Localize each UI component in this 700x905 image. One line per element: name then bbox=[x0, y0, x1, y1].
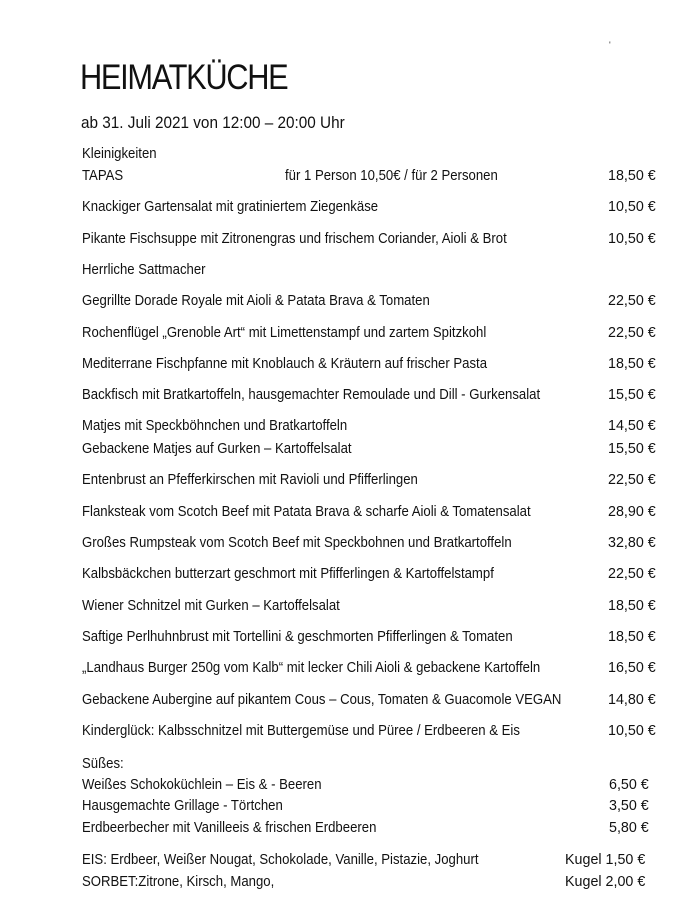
item-name: „Landhaus Burger 250g vom Kalb“ mit lecker Chili Aioli & gebackene Kartoffeln bbox=[82, 660, 541, 676]
item-name: Entenbrust an Pfefferkirschen mit Ravioli und Pfifferlingen bbox=[82, 472, 418, 488]
stray-mark: ' bbox=[609, 40, 611, 50]
item-price: 10,50 € bbox=[608, 723, 656, 739]
menu-item bbox=[82, 168, 662, 188]
item-price: 14,80 € bbox=[608, 692, 656, 708]
item-name: Matjes mit Speckböhnchen und Bratkartoffeln bbox=[82, 418, 348, 434]
item-price: 18,50 € bbox=[608, 598, 656, 614]
item-name: Gebackene Matjes auf Gurken – Kartoffelsalat bbox=[82, 441, 352, 457]
item-price: 16,50 € bbox=[608, 660, 656, 676]
item-name: Backfisch mit Bratkartoffeln, hausgemachter Remoulade und Dill - Gurkensalat bbox=[82, 387, 541, 403]
item-name: Flanksteak vom Scotch Beef mit Patata Brava & scharfe Aioli & Tomatensalat bbox=[82, 504, 531, 520]
item-name: Gegrillte Dorade Royale mit Aioli & Patata Brava & Tomaten bbox=[82, 293, 430, 309]
menu-item bbox=[82, 293, 662, 313]
item-name: Hausgemachte Grillage - Törtchen bbox=[82, 798, 283, 814]
item-price: 5,80 € bbox=[609, 820, 649, 836]
menu-item bbox=[82, 660, 662, 680]
menu-item bbox=[82, 418, 662, 438]
item-price: 18,50 € bbox=[608, 168, 656, 184]
item-price: 3,50 € bbox=[609, 798, 649, 814]
item-price: 22,50 € bbox=[608, 566, 656, 582]
item-name: Wiener Schnitzel mit Gurken – Kartoffelsalat bbox=[82, 598, 340, 614]
item-price: 18,50 € bbox=[608, 629, 656, 645]
item-name: SORBET:Zitrone, Kirsch, Mango, bbox=[82, 874, 275, 890]
item-price: 28,90 € bbox=[608, 504, 656, 520]
item-name: Pikante Fischsuppe mit Zitronengras und frischem Coriander, Aioli & Brot bbox=[82, 231, 507, 247]
item-price: 10,50 € bbox=[608, 199, 656, 215]
menu-item bbox=[82, 566, 662, 586]
menu-item bbox=[82, 629, 662, 649]
menu-item bbox=[82, 325, 662, 345]
item-name: Weißes Schokoküchlein – Eis & - Beeren bbox=[82, 777, 322, 793]
dessert-item bbox=[82, 820, 662, 840]
item-name: Saftige Perlhuhnbrust mit Tortellini & geschmorten Pfifferlingen & Tomaten bbox=[82, 629, 513, 645]
menu-item bbox=[82, 723, 662, 743]
item-price: 32,80 € bbox=[608, 535, 656, 551]
menu-item bbox=[82, 441, 662, 461]
item-name: TAPAS bbox=[82, 168, 124, 184]
menu-item bbox=[82, 231, 662, 251]
menu-item bbox=[82, 356, 662, 376]
item-price: 14,50 € bbox=[608, 418, 656, 434]
section-heading-kleinigkeiten: Kleinigkeiten bbox=[82, 146, 157, 162]
menu-item bbox=[82, 692, 662, 712]
item-price: 10,50 € bbox=[608, 231, 656, 247]
dessert-item bbox=[82, 777, 662, 797]
menu-item bbox=[82, 535, 662, 555]
menu-item bbox=[82, 472, 662, 492]
menu-title: HEIMATKÜCHE bbox=[80, 58, 288, 97]
item-name: Kalbsbäckchen butterzart geschmort mit Pfifferlingen & Kartoffelstampf bbox=[82, 566, 494, 582]
item-price: 18,50 € bbox=[608, 356, 656, 372]
ice-cream-item bbox=[82, 874, 662, 894]
item-price: 15,50 € bbox=[608, 387, 656, 403]
date-line: ab 31. Juli 2021 von 12:00 – 20:00 Uhr bbox=[81, 113, 345, 132]
item-name: Mediterrane Fischpfanne mit Knoblauch & Kräutern auf frischer Pasta bbox=[82, 356, 488, 372]
item-name: EIS: Erdbeer, Weißer Nougat, Schokolade, Vanille, Pistazie, Joghurt bbox=[82, 852, 479, 868]
item-extra: für 1 Person 10,50€ / für 2 Personen bbox=[285, 168, 498, 184]
section-heading-suesses: Süßes: bbox=[82, 756, 124, 772]
item-price: 22,50 € bbox=[608, 472, 656, 488]
menu-item bbox=[82, 598, 662, 618]
item-name: Gebackene Aubergine auf pikantem Cous – Cous, Tomaten & Guacomole VEGAN bbox=[82, 692, 562, 708]
item-name: Knackiger Gartensalat mit gratiniertem Ziegenkäse bbox=[82, 199, 379, 215]
item-name: Großes Rumpsteak vom Scotch Beef mit Speckbohnen und Bratkartoffeln bbox=[82, 535, 512, 551]
menu-item bbox=[82, 199, 662, 219]
item-name: Kinderglück: Kalbsschnitzel mit Buttergemüse und Püree / Erdbeeren & Eis bbox=[82, 723, 520, 739]
item-price: 6,50 € bbox=[609, 777, 649, 793]
item-price: 22,50 € bbox=[608, 325, 656, 341]
menu-item bbox=[82, 504, 662, 524]
section-heading-sattmacher: Herrliche Sattmacher bbox=[82, 262, 206, 278]
item-price: 15,50 € bbox=[608, 441, 656, 457]
item-name: Rochenflügel „Grenoble Art“ mit Limettenstampf und zartem Spitzkohl bbox=[82, 325, 487, 341]
menu-item bbox=[82, 387, 662, 407]
item-price: Kugel 1,50 € bbox=[565, 852, 646, 868]
item-price: Kugel 2,00 € bbox=[565, 874, 646, 890]
dessert-item bbox=[82, 798, 662, 818]
ice-cream-item bbox=[82, 852, 662, 872]
item-price: 22,50 € bbox=[608, 293, 656, 309]
item-name: Erdbeerbecher mit Vanilleeis & frischen Erdbeeren bbox=[82, 820, 377, 836]
